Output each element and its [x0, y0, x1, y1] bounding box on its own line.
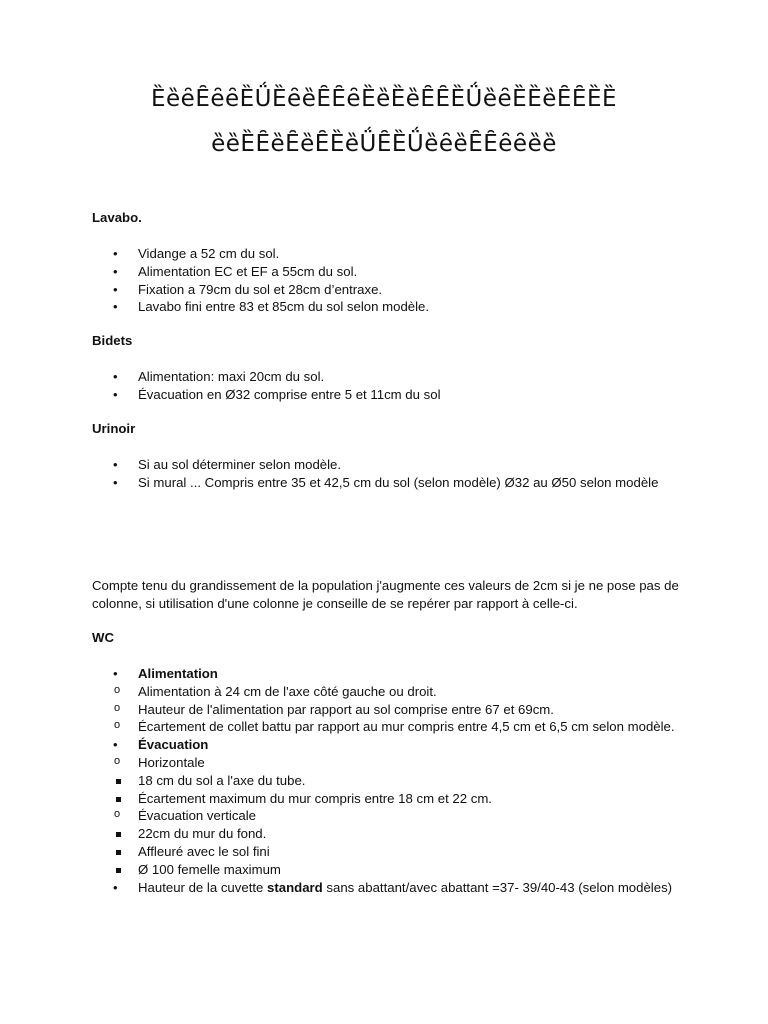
evacuation-label: Évacuation [138, 737, 209, 753]
list-item: • Vidange a 52 cm du sol. [92, 245, 682, 263]
list-item: • Si au sol déterminer selon modèle. [92, 456, 682, 474]
wc-list [92, 665, 682, 896]
list-item-cuvette [92, 879, 682, 897]
document-title-line-2: ȅȅȄȆȅȆȅȆȄȅǗȆȄǗȅȇȅȆȆȇȇȅȅ [211, 131, 557, 157]
list-item: 22cm du mur du fond. [92, 825, 682, 843]
list-item-alimentation [92, 665, 682, 736]
horizontale-label: Horizontale [138, 754, 205, 770]
list-item: o Écartement de collet battu par rapport au mur compris entre 4,5 cm et 6,5 cm selon modèle. [92, 718, 682, 736]
document-title-line-1: ȄȅȇȆȇȇȄǗȄȇȅȆȆȇȄȅȄȅȆȆȄǗȅȇȄȄȅȆȆȄȄ [150, 86, 618, 112]
section-heading-urinoir: Urinoir [92, 421, 136, 436]
list-item: Affleuré avec le sol fini [92, 843, 682, 861]
list-item: • Lavabo fini entre 83 et 85cm du sol selon modèle. [92, 298, 682, 316]
verticale-sublist [92, 825, 682, 878]
list-item: • Si mural ... Compris entre 35 et 42,5 cm du sol (selon modèle) Ø32 au Ø50 selon modèle [92, 474, 682, 492]
list-item: • Fixation a 79cm du sol et 28cm d’entraxe. [92, 281, 682, 299]
bidets-list [92, 368, 682, 404]
list-item: • Alimentation: maxi 20cm du sol. [92, 368, 682, 386]
list-item: Ø 100 femelle maximum [92, 861, 682, 879]
section-heading-wc: WC [92, 630, 114, 645]
list-item: 18 cm du sol a l'axe du tube. [92, 772, 682, 790]
list-item: Écartement maximum du mur compris entre 18 cm et 22 cm. [92, 790, 682, 808]
section-heading-bidets: Bidets [92, 333, 133, 348]
list-item: o Alimentation à 24 cm de l'axe côté gauche ou droit. [92, 683, 682, 701]
list-item-verticale [92, 807, 682, 878]
list-item: • Évacuation en Ø32 comprise entre 5 et 11cm du sol [92, 386, 682, 404]
lavabo-list [92, 245, 682, 316]
cuvette-suffix: sans abattant/avec abattant =37- 39/40-43 (selon modèles) [322, 879, 673, 895]
note-paragraph: Compte tenu du grandissement de la population j'augmente ces valeurs de 2cm si je ne pose pas de colonne, si utilisation d'une colonne je conseille de se repérer par rapport à celle-ci. [92, 578, 679, 611]
list-item-evacuation [92, 736, 682, 878]
evacuation-sublist [92, 754, 682, 879]
list-item: o Hauteur de l'alimentation par rapport au sol comprise entre 67 et 69cm. [92, 701, 682, 719]
list-item-horizontale [92, 754, 682, 807]
verticale-label: Évacuation verticale [138, 808, 257, 824]
urinoir-list [92, 456, 682, 492]
alimentation-label: Alimentation [138, 666, 218, 681]
cuvette-prefix: Hauteur de la cuvette [138, 879, 268, 895]
alimentation-sublist [92, 683, 682, 736]
horizontale-sublist [92, 772, 682, 808]
section-heading-lavabo: Lavabo. [92, 210, 142, 225]
list-item: • Alimentation EC et EF a 55cm du sol. [92, 263, 682, 281]
cuvette-bold: standard [267, 879, 323, 895]
